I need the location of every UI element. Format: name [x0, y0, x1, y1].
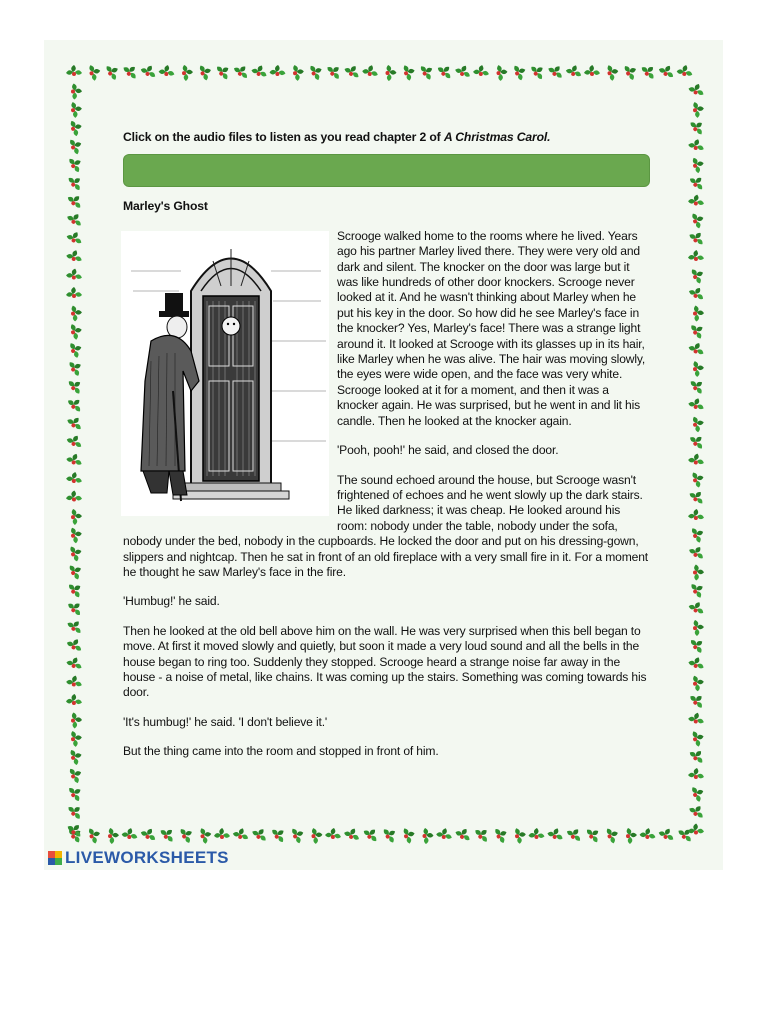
- holly-leaf-icon: [546, 826, 565, 842]
- holly-leaf-icon: [565, 63, 584, 78]
- holly-leaf-icon: [65, 451, 84, 466]
- holly-leaf-icon: [692, 619, 705, 636]
- paragraph-1: [123, 229, 650, 429]
- holly-leaf-icon: [87, 63, 102, 81]
- holly-leaf-icon: [232, 826, 251, 841]
- holly-leaf-icon: [65, 432, 84, 449]
- holly-leaf-icon: [65, 229, 84, 246]
- holly-leaf-icon: [688, 746, 707, 765]
- holly-leaf-icon: [692, 360, 705, 378]
- holly-leaf-icon: [104, 62, 122, 81]
- holly-leaf-icon: [68, 544, 84, 563]
- holly-leaf-icon: [454, 62, 473, 79]
- holly-leaf-icon: [69, 730, 83, 748]
- holly-leaf-icon: [381, 825, 399, 844]
- holly-leaf-icon: [688, 823, 704, 834]
- story-text: [123, 229, 650, 760]
- holly-leaf-icon: [512, 62, 529, 81]
- holly-leaf-icon: [693, 564, 704, 580]
- holly-leaf-icon: [67, 783, 85, 802]
- holly-leaf-icon: [687, 599, 706, 616]
- holly-leaf-icon: [606, 63, 621, 81]
- holly-leaf-icon: [688, 117, 707, 136]
- holly-leaf-icon: [473, 825, 492, 844]
- holly-leaf-icon: [66, 191, 85, 210]
- liveworksheets-logo-text: LIVEWORKSHEETS: [65, 848, 229, 867]
- holly-leaf-icon: [69, 118, 84, 137]
- holly-leaf-icon: [691, 674, 705, 692]
- holly-leaf-icon: [422, 828, 434, 845]
- holly-leaf-icon: [251, 825, 270, 843]
- holly-leaf-icon: [69, 526, 84, 544]
- holly-leaf-icon: [676, 64, 694, 78]
- holly-leaf-icon: [67, 562, 85, 581]
- holly-leaf-icon: [640, 62, 659, 81]
- holly-leaf-icon: [687, 81, 706, 97]
- holly-leaf-icon: [691, 156, 706, 175]
- holly-leaf-icon: [639, 827, 657, 840]
- holly-leaf-icon: [325, 62, 344, 81]
- holly-leaf-icon: [199, 826, 214, 844]
- holly-leaf-icon: [66, 598, 85, 617]
- holly-leaf-icon: [688, 691, 707, 710]
- holly-leaf-icon: [625, 827, 638, 844]
- holly-leaf-icon: [657, 825, 676, 842]
- holly-leaf-icon: [689, 321, 707, 340]
- holly-leaf-icon: [688, 284, 707, 301]
- paragraph-6: 'It's humbug!' he said. 'I don't believe it.': [123, 714, 328, 729]
- holly-leaf-icon: [66, 471, 84, 485]
- holly-leaf-icon: [689, 580, 707, 599]
- holly-leaf-icon: [343, 826, 362, 842]
- holly-leaf-icon: [66, 65, 82, 76]
- holly-leaf-icon: [70, 304, 83, 321]
- holly-leaf-icon: [419, 62, 437, 81]
- worksheet-content: [123, 130, 650, 774]
- paragraph-4: 'Humbug!' he said.: [123, 594, 220, 609]
- holly-leaf-icon: [250, 63, 269, 79]
- holly-leaf-icon: [67, 376, 86, 395]
- holly-leaf-icon: [325, 827, 342, 840]
- holly-leaf-icon: [214, 828, 230, 839]
- holly-leaf-icon: [690, 525, 707, 544]
- holly-leaf-icon: [362, 825, 381, 844]
- holly-leaf-icon: [385, 65, 397, 81]
- holly-leaf-icon: [66, 490, 82, 502]
- holly-leaf-icon: [454, 825, 473, 842]
- holly-leaf-icon: [688, 487, 707, 505]
- holly-leaf-icon: [67, 358, 85, 377]
- holly-leaf-icon: [66, 413, 85, 431]
- holly-leaf-icon: [66, 617, 85, 635]
- holly-leaf-icon: [159, 825, 178, 844]
- holly-leaf-icon: [495, 64, 508, 81]
- holly-leaf-icon: [688, 193, 706, 206]
- holly-leaf-icon: [70, 508, 83, 525]
- holly-leaf-icon: [585, 825, 604, 844]
- holly-leaf-icon: [70, 101, 84, 119]
- holly-leaf-icon: [688, 711, 706, 725]
- holly-leaf-icon: [66, 636, 85, 653]
- holly-leaf-icon: [622, 62, 640, 81]
- holly-leaf-icon: [158, 64, 176, 78]
- holly-leaf-icon: [68, 340, 85, 359]
- holly-leaf-icon: [66, 693, 83, 705]
- holly-leaf-icon: [687, 396, 706, 411]
- holly-leaf-icon: [308, 62, 325, 81]
- holly-leaf-icon: [676, 825, 695, 844]
- chapter-heading: Marley's Ghost: [123, 199, 208, 214]
- holly-leaf-icon: [121, 827, 139, 841]
- holly-leaf-icon: [198, 63, 214, 82]
- holly-leaf-icon: [122, 62, 141, 81]
- paragraph-5: Then he looked at the old bell above him on the wall. He was very surprised when this bell began to move. At first it moved slowly and quietly, but soon it made a very loud sound and all the bells in the house began to ring too. Suddenly they stopped. Scrooge heard a strange noise far away in the house - a noise of metal, like chains. It was coming up the stairs. Something was coming towards his door.: [123, 623, 647, 700]
- holly-leaf-icon: [688, 767, 705, 780]
- holly-leaf-icon: [232, 62, 251, 80]
- holly-leaf-icon: [310, 827, 323, 845]
- holly-leaf-icon: [436, 62, 455, 81]
- holly-leaf-icon: [402, 826, 418, 845]
- holly-leaf-icon: [529, 62, 548, 81]
- holly-leaf-icon: [70, 712, 82, 729]
- holly-leaf-icon: [473, 64, 490, 77]
- liveworksheets-logo[interactable]: [48, 849, 229, 867]
- holly-leaf-icon: [688, 376, 707, 395]
- holly-leaf-icon: [436, 826, 454, 840]
- holly-leaf-icon: [688, 452, 706, 466]
- holly-leaf-icon: [140, 825, 159, 842]
- holly-leaf-icon: [68, 765, 85, 784]
- paragraph-1-text: Scrooge walked home to the rooms where he lived. Years ago his partner Marley lived there. They were very old and dark and silent. The knocker on the door was large but it was like hundreds of other door knockers. Scrooge never looked at it. And he wasn't thinking about Marley when he put his key in the door. So how did he see Marley's face in the knocker? Yes, Marley's face! There was a strange light around it. It looked at Scrooge with its glasses up in its hair, like Marley when he was alive. The hair was moving slowly, the eyes were wide open, and the face was very white. Scrooge looked at it for a moment, and then it was a knocker again. He was surprised, but he went in and lit his candle. Then he looked at the knocker again.: [337, 228, 646, 428]
- holly-leaf-icon: [565, 825, 584, 843]
- holly-leaf-icon: [688, 802, 707, 820]
- holly-leaf-icon: [87, 826, 103, 845]
- holly-leaf-icon: [66, 674, 84, 688]
- instruction: [123, 130, 650, 145]
- holly-leaf-icon: [66, 267, 83, 280]
- liveworksheets-logo-icon: [48, 851, 62, 865]
- holly-leaf-icon: [269, 64, 286, 76]
- holly-leaf-icon: [493, 825, 510, 844]
- paragraph-2: 'Pooh, pooh!' he said, and closed the door.: [337, 443, 559, 458]
- holly-leaf-icon: [584, 65, 600, 77]
- scrooge-at-door-illustration: [121, 231, 329, 516]
- holly-leaf-icon: [66, 820, 85, 839]
- holly-leaf-icon: [178, 825, 196, 844]
- holly-leaf-icon: [688, 173, 707, 192]
- holly-leaf-icon: [688, 228, 707, 246]
- holly-leaf-icon: [181, 64, 194, 81]
- holly-leaf-icon: [693, 305, 705, 322]
- holly-leaf-icon: [65, 248, 83, 263]
- holly-leaf-icon: [688, 543, 707, 561]
- holly-leaf-icon: [66, 210, 85, 228]
- holly-leaf-icon: [688, 432, 707, 451]
- holly-leaf-icon: [66, 287, 82, 298]
- holly-leaf-icon: [215, 62, 234, 81]
- holly-leaf-icon: [68, 747, 84, 766]
- instruction-text: Click on the audio files to listen as you read chapter 2 of: [123, 130, 444, 144]
- holly-leaf-icon: [605, 826, 621, 845]
- holly-leaf-icon: [67, 580, 86, 599]
- holly-leaf-icon: [69, 322, 84, 340]
- holly-leaf-icon: [343, 62, 362, 80]
- holly-leaf-icon: [547, 62, 566, 80]
- holly-leaf-icon: [68, 136, 85, 155]
- holly-leaf-icon: [66, 395, 85, 414]
- holly-leaf-icon: [688, 508, 705, 520]
- holly-leaf-icon: [690, 784, 707, 803]
- holly-leaf-icon: [658, 62, 677, 79]
- holly-leaf-icon: [689, 635, 708, 654]
- holly-leaf-icon: [290, 825, 307, 844]
- holly-leaf-icon: [67, 154, 85, 173]
- book-title: A Christmas Carol.: [443, 130, 551, 144]
- holly-leaf-icon: [691, 415, 706, 433]
- holly-leaf-icon: [402, 63, 417, 82]
- holly-leaf-icon: [362, 63, 380, 78]
- holly-leaf-icon: [687, 137, 705, 152]
- holly-leaf-icon: [688, 250, 705, 262]
- audio-player[interactable]: [123, 154, 650, 187]
- holly-leaf-icon: [513, 826, 527, 844]
- holly-leaf-icon: [66, 802, 85, 821]
- holly-leaf-icon: [692, 101, 706, 119]
- holly-leaf-icon: [690, 470, 706, 489]
- holly-leaf-icon: [270, 825, 289, 844]
- holly-leaf-icon: [107, 827, 119, 844]
- holly-leaf-icon: [687, 340, 706, 356]
- holly-leaf-icon: [687, 655, 706, 671]
- holly-leaf-icon: [139, 62, 158, 79]
- paragraph-3: The sound echoed around the house, but Scrooge wasn't frightened of echoes and he went slowly up the dark stairs. He liked darkness; it was cheap. He looked around his room: nobody under the table, nobody under the sofa, nobody under the bed, nobody in the cupboards. He locked the door and put on his dressing-gown, slippers and nightcap. Then he sat in front of an old fireplace with a very small fire in it. For a moment he thought he saw Marley's face in the fire.: [123, 472, 649, 579]
- holly-leaf-icon: [528, 828, 545, 840]
- holly-leaf-icon: [66, 173, 85, 192]
- paragraph-7: But the thing came into the room and stopped in front of him.: [123, 744, 439, 759]
- holly-leaf-icon: [291, 64, 305, 82]
- holly-leaf-icon: [65, 655, 84, 671]
- holly-leaf-icon: [71, 83, 83, 99]
- holly-leaf-icon: [689, 266, 706, 285]
- holly-leaf-icon: [690, 211, 706, 230]
- holly-leaf-icon: [691, 729, 707, 748]
